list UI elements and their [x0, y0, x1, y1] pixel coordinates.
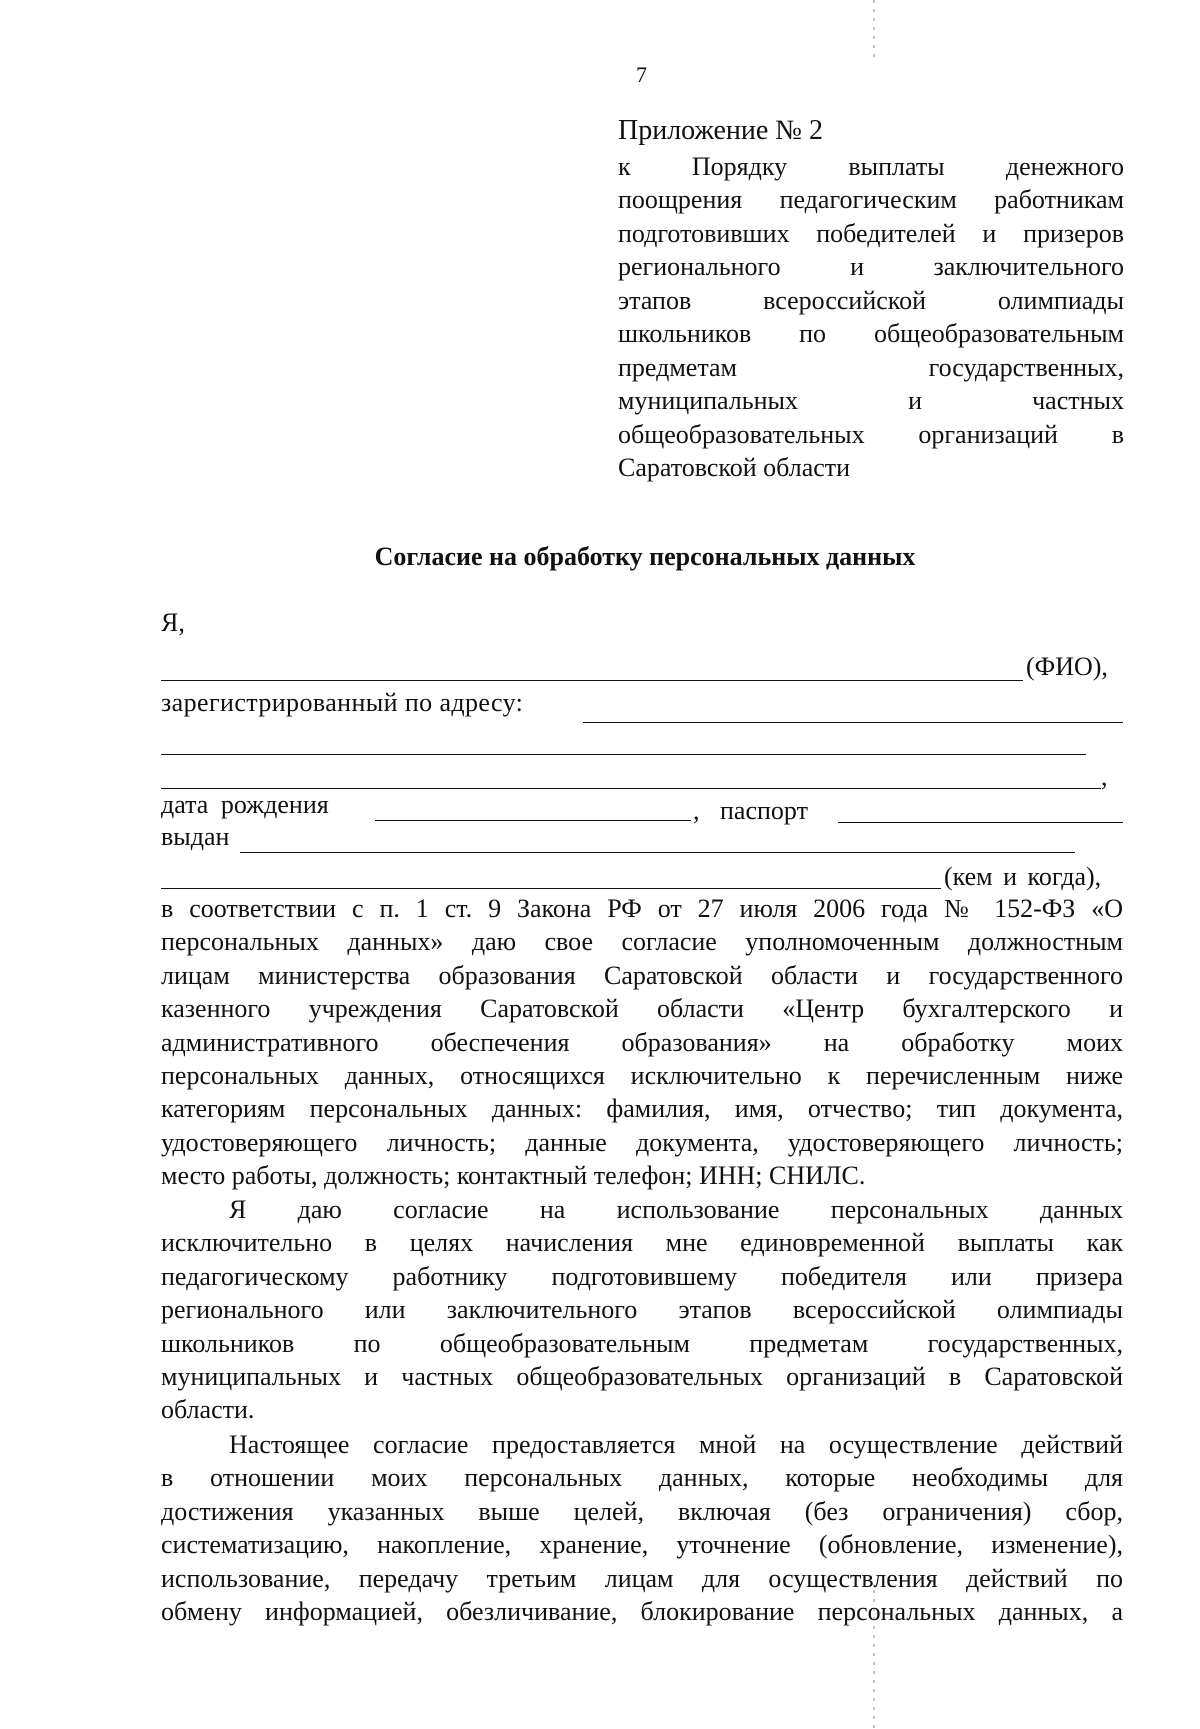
appendix-line: предметам государственных, — [618, 352, 1124, 382]
appendix-header — [618, 114, 1124, 485]
appendix-line: Саратовской области — [618, 453, 851, 482]
text-line: в соответствии с п. 1 ст. 9 Закона РФ от 27 июля 2006 года № 152-ФЗ «О — [161, 894, 1123, 923]
birth-date-field-line[interactable] — [375, 820, 691, 821]
text-line: место работы, должность; контактный телефон; ИНН; СНИЛС. — [161, 1161, 866, 1191]
scan-artifact — [873, 0, 875, 60]
text-line: достижения указанных выше целей, включая (без ограничения) сбор, — [161, 1496, 1123, 1526]
text-line: Настоящее согласие предоставляется мной на осуществление действий — [229, 1430, 1123, 1459]
birth-date-label: дата рождения — [161, 790, 329, 819]
address-comma: , — [1101, 762, 1108, 791]
text-line: казенного учреждения Саратовской области «Центр бухгалтерского и — [161, 994, 1123, 1024]
appendix-line: муниципальных и частных — [618, 386, 1124, 415]
text-line: систематизацию, накопление, хранение, уточнение (обновление, изменение), — [161, 1530, 1123, 1560]
issued-label: выдан — [161, 822, 230, 851]
text-line: обмену информацией, обезличивание, блокирование персональных данных, а — [161, 1597, 1123, 1627]
address-field-line-3[interactable] — [161, 788, 1101, 789]
page-number: 7 — [636, 62, 647, 87]
text-line: административного обеспечения образования» на обработку моих — [161, 1027, 1123, 1057]
fio-field-line[interactable] — [161, 680, 1023, 681]
text-line: Я даю согласие на использование персональных данных — [229, 1195, 1123, 1224]
appendix-line: школьников по общеобразовательным — [618, 319, 1124, 348]
issued-field-line[interactable] — [240, 852, 1075, 853]
passport-field-line[interactable] — [838, 822, 1123, 823]
issued-by-field-line[interactable] — [161, 888, 941, 889]
text-line: муниципальных и частных общеобразовательных организаций в Саратовской — [161, 1362, 1123, 1392]
appendix-line: к Порядку выплаты денежного — [618, 151, 1124, 181]
text-line: в отношении моих персональных данных, которые необходимы для — [161, 1463, 1123, 1493]
appendix-line: подготовивших победителей и призеров — [618, 218, 1124, 248]
consent-paragraph-1 — [161, 892, 1123, 1193]
consent-paragraph-2 — [161, 1193, 1123, 1427]
text-line: удостоверяющего личность; данные документа, удостоверяющего личность; — [161, 1127, 1123, 1157]
text-line: использование, передачу третьим лицам для осуществления действий по — [161, 1563, 1123, 1593]
address-label: зарегистрированный по адресу: — [161, 688, 524, 717]
text-line: области. — [161, 1395, 255, 1425]
ya-label: Я, — [161, 608, 185, 637]
passport-comma: , — [693, 796, 700, 825]
fio-label: (ФИО), — [1026, 652, 1108, 681]
address-field-line-2[interactable] — [161, 754, 1086, 755]
text-line: лицам министерства образования Саратовской области и государственного — [161, 960, 1123, 990]
text-line: школьников по общеобразовательным предметам государственных, — [161, 1328, 1123, 1358]
appendix-line: поощрения педагогическим работникам — [618, 185, 1124, 214]
appendix-line: этапов всероссийской олимпиады — [618, 285, 1124, 315]
document-title: Согласие на обработку персональных данных — [374, 542, 916, 571]
text-line: педагогическому работнику подготовившему победителя или призера — [161, 1261, 1123, 1291]
text-line: категориям персональных данных: фамилия, имя, отчество; тип документа, — [161, 1094, 1123, 1124]
text-line: персональных данных, относящихся исключительно к перечисленным ниже — [161, 1061, 1123, 1091]
appendix-line: регионального и заключительного — [618, 252, 1124, 281]
text-line: регионального или заключительного этапов всероссийской олимпиады — [161, 1295, 1123, 1325]
text-line: персональных данных» даю свое согласие уполномоченным должностным — [161, 927, 1123, 957]
issued-by-label: (кем и когда), — [944, 862, 1102, 891]
address-field-line[interactable] — [583, 722, 1123, 723]
appendix-title: Приложение № 2 — [618, 115, 823, 146]
passport-label: паспорт — [720, 796, 808, 825]
consent-paragraph-3 — [161, 1428, 1123, 1628]
text-line: исключительно в целях начисления мне единовременной выплаты как — [161, 1228, 1123, 1258]
appendix-line: общеобразовательных организаций в — [618, 419, 1124, 449]
